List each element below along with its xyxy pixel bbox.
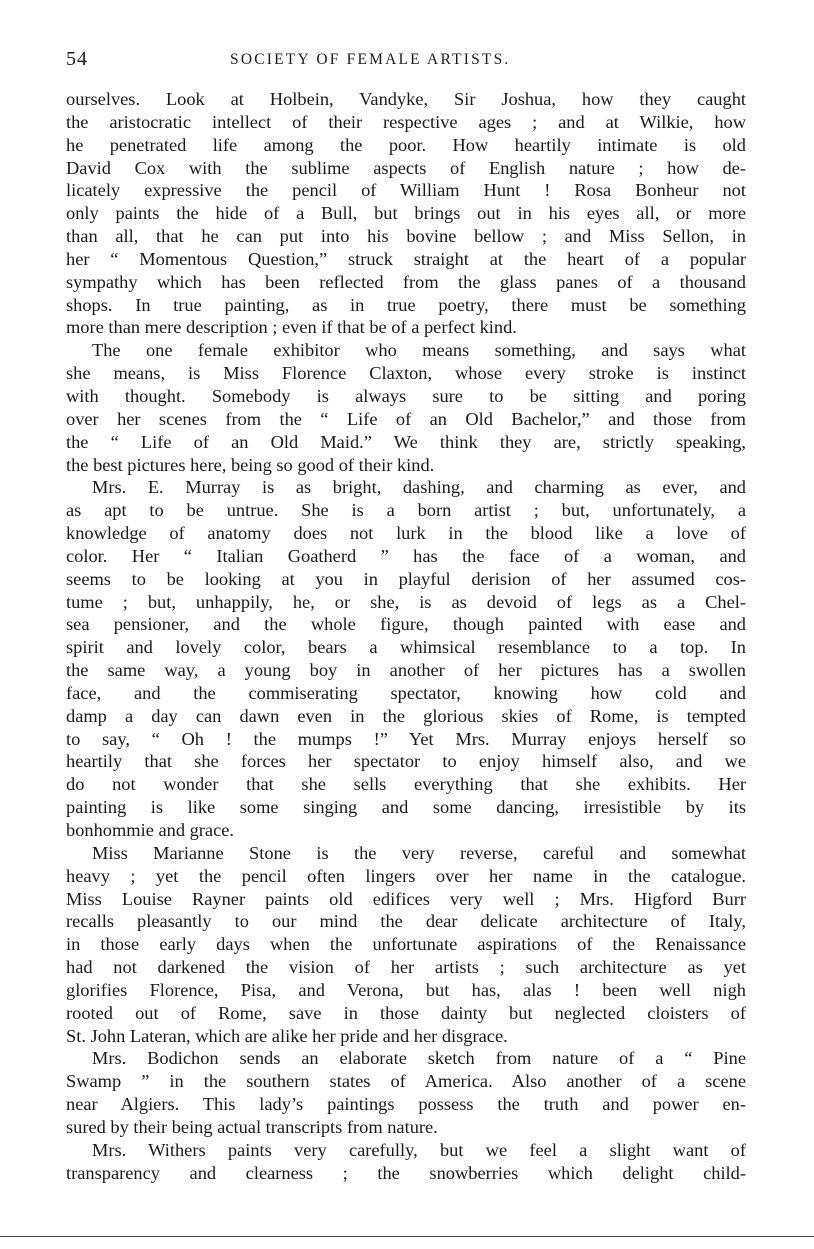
page-number: 54 (66, 48, 88, 70)
text-line: tume ; but, unhappily, he, or she, is as devoid of legs as a Chel- (66, 591, 746, 612)
text-line: painting is like some singing and some dancing, irresistible by its (66, 797, 746, 818)
text-line: heavy ; yet the pencil often lingers over her name in the catalogue. (66, 865, 746, 886)
text-line: David Cox with the sublime aspects of English nature ; how de- (66, 157, 746, 178)
text-line: heartily that she forces her spectator to enjoy himself also, and we (66, 751, 746, 772)
text-line: had not darkened the vision of her artists ; such architecture as yet (66, 957, 746, 978)
text-line: recalls pleasantly to our mind the dear delicate architecture of Italy, (66, 911, 746, 932)
text-line: with thought. Somebody is always sure to be sitting and poring (66, 385, 746, 406)
text-line: more than mere description ; even if that be of a perfect kind. (66, 317, 517, 338)
text-line: bonhommie and grace. (66, 820, 235, 840)
text-line: near Algiers. This lady’s paintings possess the truth and power en- (66, 1094, 746, 1115)
text-line: the “ Life of an Old Maid.” We think they are, strictly speaking, (66, 431, 746, 452)
text-line: Mrs. E. Murray is as bright, dashing, and charming as ever, and (92, 477, 746, 498)
text-line: rooted out of Rome, save in those dainty but neglected cloisters of (66, 1002, 746, 1023)
text-line: seems to be looking at you in playful derision of her assumed cos- (66, 568, 746, 589)
running-head: SOCIETY OF FEMALE ARTISTS. (230, 51, 511, 68)
text-line: color. Her “ Italian Goatherd ” has the face of a woman, and (66, 545, 746, 566)
text-line: over her scenes from the “ Life of an Old Bachelor,” and those from (66, 408, 746, 429)
text-line: in those early days when the unfortunate aspirations of the Renaissance (66, 934, 746, 955)
text-line: Miss Louise Rayner paints old edifices very well ; Mrs. Higford Burr (66, 888, 746, 909)
text-line: ourselves. Look at Holbein, Vandyke, Sir Joshua, how they caught (66, 89, 746, 109)
bottom-rule (0, 1236, 814, 1237)
text-line: the same way, a young boy in another of her pictures has a swollen (66, 660, 746, 681)
text-line: sympathy which has been reflected from the glass panes of a thousand (66, 271, 746, 292)
page-header (66, 48, 746, 72)
text-line: sea pensioner, and the whole figure, though painted with ease and (66, 614, 746, 635)
text-line: her “ Momentous Question,” struck straight at the heart of a popular (66, 248, 746, 269)
text-line: face, and the commiserating spectator, knowing how cold and (66, 682, 746, 703)
article-body (66, 88, 746, 1185)
text-line: shops. In true painting, as in true poetry, there must be something (66, 294, 746, 315)
text-line: only paints the hide of a Bull, but brings out in his eyes all, or more (66, 203, 746, 224)
text-line: licately expressive the pencil of William Hunt ! Rosa Bonheur not (66, 180, 746, 201)
text-line: he penetrated life among the poor. How heartily intimate is old (66, 134, 746, 155)
text-line: she means, is Miss Florence Claxton, whose every stroke is instinct (66, 363, 746, 384)
text-line: spirit and lovely color, bears a whimsical resemblance to a top. In (66, 637, 746, 658)
text-line: the aristocratic intellect of their respective ages ; and at Wilkie, how (66, 111, 746, 132)
text-line: sured by their being actual transcripts from nature. (66, 1116, 438, 1137)
text-line: Mrs. Withers paints very carefully, but we feel a slight want of (92, 1139, 746, 1160)
text-line: damp a day can dawn even in the glorious skies of Rome, is tempted (66, 705, 746, 726)
text-line: do not wonder that she sells everything that she exhibits. Her (66, 774, 746, 795)
text-line: transparency and clearness ; the snowberries which delight child- (66, 1162, 746, 1183)
text-line: The one female exhibitor who means something, and says what (92, 340, 746, 361)
text-line: to say, “ Oh ! the mumps !” Yet Mrs. Murray enjoys herself so (66, 728, 746, 749)
text-line: Mrs. Bodichon sends an elaborate sketch from nature of a “ Pine (92, 1048, 746, 1069)
text-line: as apt to be untrue. She is a born artist ; but, unfortunately, a (66, 500, 746, 521)
text-line: glorifies Florence, Pisa, and Verona, but has, alas ! been well nigh (66, 979, 746, 1000)
text-line: knowledge of anatomy does not lurk in the blood like a love of (66, 523, 746, 544)
text-line: Swamp ” in the southern states of America. Also another of a scene (66, 1071, 746, 1092)
text-line: than all, that he can put into his bovine bellow ; and Miss Sellon, in (66, 226, 746, 247)
text-line: Miss Marianne Stone is the very reverse, careful and somewhat (92, 842, 746, 863)
text-line: the best pictures here, being so good of their kind. (66, 454, 435, 475)
text-line: St. John Lateran, which are alike her pride and her disgrace. (66, 1025, 508, 1046)
